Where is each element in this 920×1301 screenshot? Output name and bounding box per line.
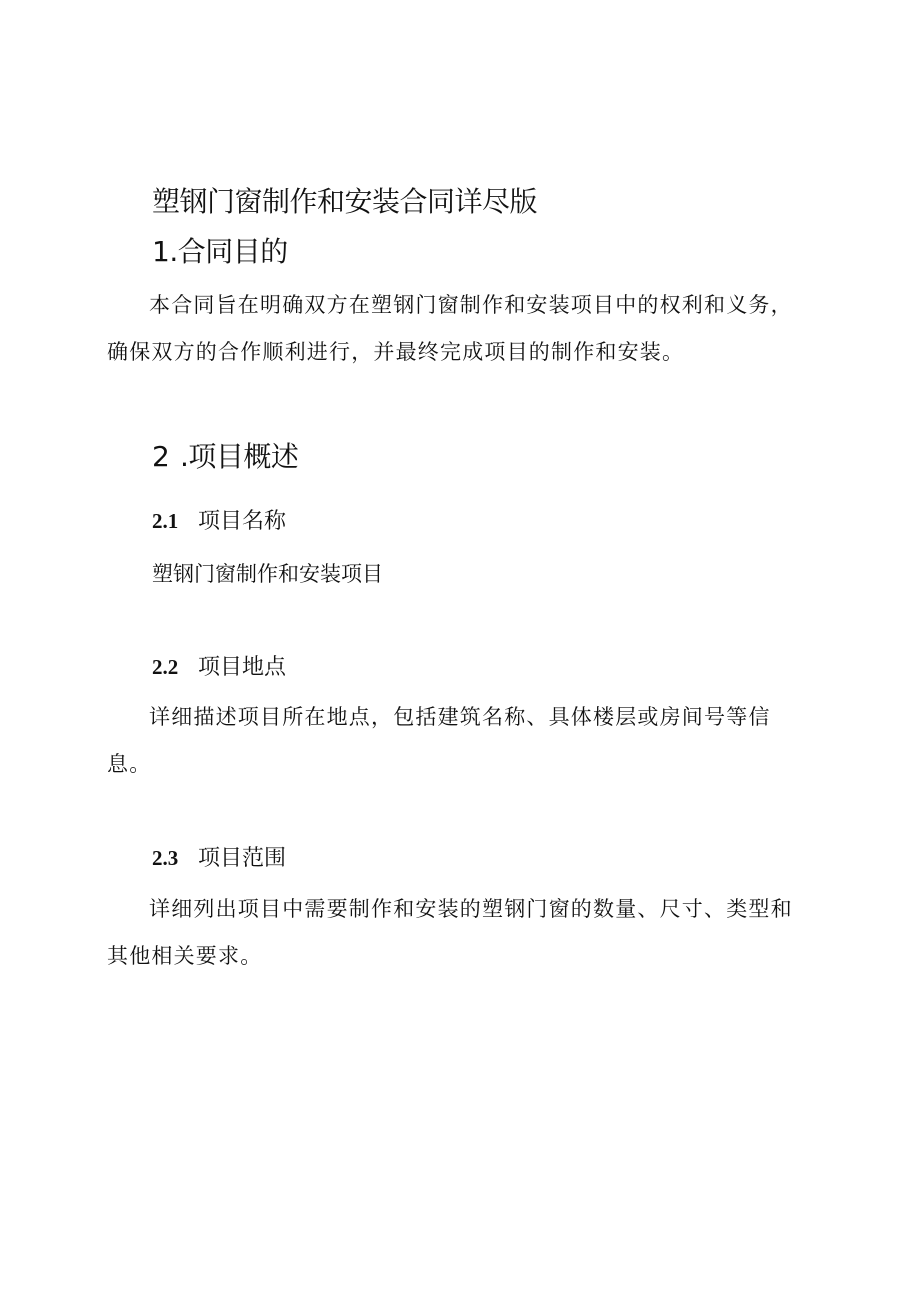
subsection-2-2-heading <box>152 651 286 684</box>
subsection-2-3-paragraph: 详细列出项目中需要制作和安装的塑钢门窗的数量、尺寸、类型和其他相关要求。 <box>107 897 793 968</box>
subsection-2-1-number: 2.1 <box>152 509 179 533</box>
section-2-title: .项目概述 <box>180 440 299 473</box>
section-2-number: 2 <box>152 440 170 473</box>
subsection-2-1-title: 项目名称 <box>198 509 287 534</box>
subsection-2-2-title: 项目地点 <box>198 655 287 680</box>
subsection-2-1-content: 塑钢门窗制作和安装项目 <box>152 562 383 586</box>
subsection-2-3-heading <box>152 842 286 875</box>
section-1-title: 合同目的 <box>177 235 288 268</box>
section-1-heading <box>152 232 288 272</box>
section-1-number: 1. <box>152 235 178 268</box>
subsection-2-3-title: 项目范围 <box>198 846 287 871</box>
subsection-2-2-number: 2.2 <box>152 655 179 679</box>
section-2-heading <box>152 437 298 477</box>
section-1-paragraph: 本合同旨在明确双方在塑钢门窗制作和安装项目中的权利和义务，确保双方的合作顺利进行，并最终完成项目的制作和安装。 <box>107 293 793 364</box>
subsection-2-2-paragraph: 详细描述项目所在地点，包括建筑名称、具体楼层或房间号等信息。 <box>107 705 771 776</box>
document-title: 塑钢门窗制作和安装合同详尽版 <box>152 185 538 218</box>
subsection-2-3-number: 2.3 <box>152 846 179 870</box>
subsection-2-1-heading <box>152 505 286 538</box>
